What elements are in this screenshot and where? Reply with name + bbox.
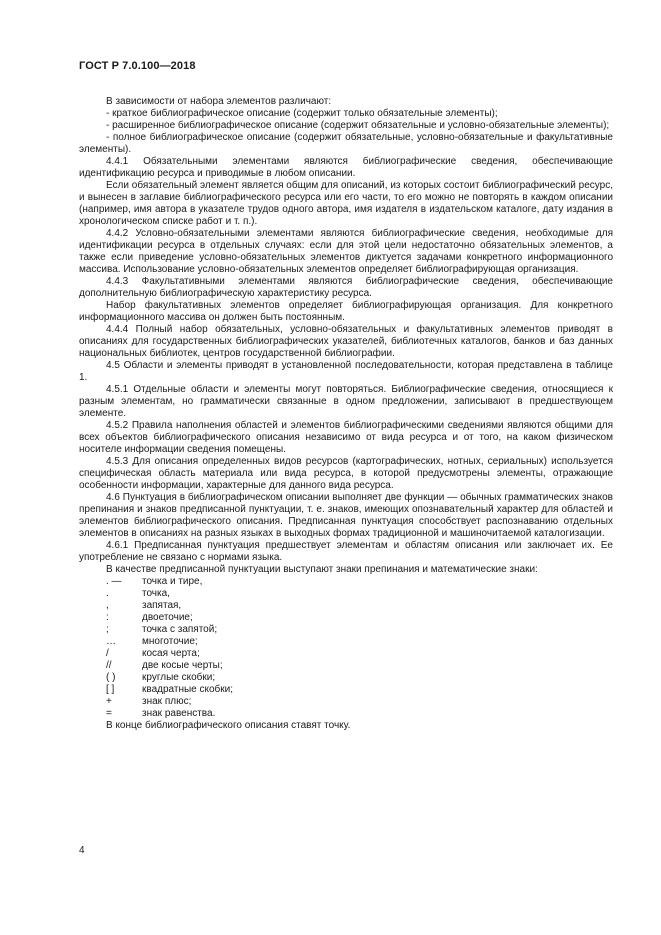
intro-paragraph: В зависимости от набора элементов различают: xyxy=(106,96,332,107)
list-item: - краткое библиографическое описание (содержит только обязательные элементы); xyxy=(106,108,498,119)
list-item xyxy=(79,684,613,696)
paragraph-4-5-1: 4.5.1 Отдельные области и элементы могут повторяться. Библиографические сведения, относящиеся к разным элементам, но грамматически связанные в одном предложении, записывают в предшествующем элементе. xyxy=(79,384,613,419)
paragraph-4-4-4: 4.4.4 Полный набор обязательных, условно-обязательных и факультативных элементов приводят в описаниях для государственных библиографических указателей, библиотечных каталогов, банков и баз данных национальных библиотек, центров государственной библиографии. xyxy=(79,324,613,359)
list-item xyxy=(79,612,613,624)
punctuation-symbol: = xyxy=(106,708,112,719)
list-item: - расширенное библиографическое описание (содержит обязательные и условно-обязательные элементы); xyxy=(106,120,610,131)
punctuation-symbol: … xyxy=(106,636,116,647)
punctuation-name: двоеточие; xyxy=(142,612,193,623)
list-item xyxy=(79,708,613,720)
list-item xyxy=(79,696,613,708)
list-item xyxy=(79,576,613,588)
punctuation-symbol: [ ] xyxy=(106,684,115,695)
page-number: 4 xyxy=(79,845,85,856)
punctuation-name: знак равенства. xyxy=(142,708,216,719)
punctuation-name: точка с запятой; xyxy=(142,624,218,635)
punctuation-symbol: ; xyxy=(106,624,109,635)
list-item xyxy=(79,600,613,612)
punctuation-symbol: / xyxy=(106,648,109,659)
punctuation-name: две косые черты; xyxy=(142,660,223,671)
paragraph-4-5-3: 4.5.3 Для описания определенных видов ресурсов (картографических, нотных, сериальных) используется специфическая область материала или вида ресурса, в которой предусмотрены элементы, отражающие особенности информации, характерные для данного вида ресурса. xyxy=(79,456,613,491)
closing-paragraph: В конце библиографического описания ставят точку. xyxy=(106,720,351,731)
punctuation-name: многоточие; xyxy=(142,636,198,647)
punctuation-symbol: . xyxy=(106,588,109,599)
paragraph-4-4-3: 4.4.3 Факультативными элементами являются библиографические сведения, обеспечивающие дополнительную библиографическую характеристику ресурса. xyxy=(79,276,613,299)
paragraph-4-6: 4.6 Пунктуация в библиографическом описании выполняет две функции — обычных грамматических знаков препинания и знаков предписанной пунктуации, т. е. знаков, имеющих опознавательный характер для областей и элементов библиографического описания. Предписанная пунктуация способствует распознаванию отдельных элементов в описаниях на разных языках в выходных формах традиционной и машиночитаемой каталогизации. xyxy=(79,492,613,539)
punctuation-symbol: . — xyxy=(106,576,122,587)
list-item xyxy=(79,588,613,600)
paragraph-4-4-1: 4.4.1 Обязательными элементами являются библиографические сведения, обеспечивающие идентификацию ресурса и приводимые в любом описании. xyxy=(79,156,613,179)
punctuation-name: знак плюс; xyxy=(142,696,192,707)
punctuation-name: запятая, xyxy=(142,600,182,611)
punctuation-symbol: // xyxy=(106,660,112,671)
list-item xyxy=(79,648,613,660)
punctuation-list xyxy=(79,576,613,720)
list-item xyxy=(79,672,613,684)
punctuation-name: косая черта; xyxy=(142,648,200,659)
list-item xyxy=(79,660,613,672)
document-header: ГОСТ Р 7.0.100—2018 xyxy=(79,60,196,72)
punctuation-name: круглые скобки; xyxy=(142,672,216,683)
punctuation-symbol: : xyxy=(106,612,109,623)
paragraph-4-6-1: 4.6.1 Предписанная пунктуация предшествует элементам и областям описания или заключает их. Ее употребление не связано с нормами языка. xyxy=(79,540,613,563)
document-body xyxy=(79,96,613,732)
list-item xyxy=(79,624,613,636)
punctuation-name: точка, xyxy=(142,588,170,599)
punctuation-symbol: ( ) xyxy=(106,672,116,683)
paragraph: В качестве предписанной пунктуации выступают знаки препинания и математические знаки: xyxy=(106,564,538,575)
list-item xyxy=(79,636,613,648)
paragraph: Набор факультативных элементов определяет библиографирующая организация. Для конкретного информационного массива он должен быть постоянным. xyxy=(79,300,613,323)
list-item: - полное библиографическое описание (содержит обязательные, условно-обязательные и факультативные элементы). xyxy=(79,132,613,155)
paragraph-4-5-2: 4.5.2 Правила наполнения областей и элементов библиографическими сведениями являются общими для всех объектов библиографического описания независимо от вида ресурса и от того, на каком физическом носителе информации сведения помещены. xyxy=(79,420,613,455)
punctuation-name: квадратные скобки; xyxy=(142,684,234,695)
punctuation-name: точка и тире, xyxy=(142,576,203,587)
paragraph: Если обязательный элемент является общим для описаний, из которых состоит библиографический ресурс, и вынесен в заглавие библиографического ресурса или его части, то его можно не повторять в каждом описании (например, имя автора в указателе трудов одного автора, имя издателя в издательском каталоге, дату издания в хронологическом списке работ и т. п.). xyxy=(79,180,613,227)
punctuation-symbol: , xyxy=(106,600,109,611)
paragraph-4-5: 4.5 Области и элементы приводят в установленной последовательности, которая представлена в таблице 1. xyxy=(79,360,613,383)
punctuation-symbol: + xyxy=(106,696,112,707)
paragraph-4-4-2: 4.4.2 Условно-обязательными элементами являются библиографические сведения, необходимые для идентификации ресурса в отдельных случаях: если для этой цели недостаточно обязательных элементов, а также если приведение условно-обязательных элементов диктуется задачами конкретного информационного массива. Использование условно-обязательных элементов определяет библиографирующая организация. xyxy=(79,228,613,275)
